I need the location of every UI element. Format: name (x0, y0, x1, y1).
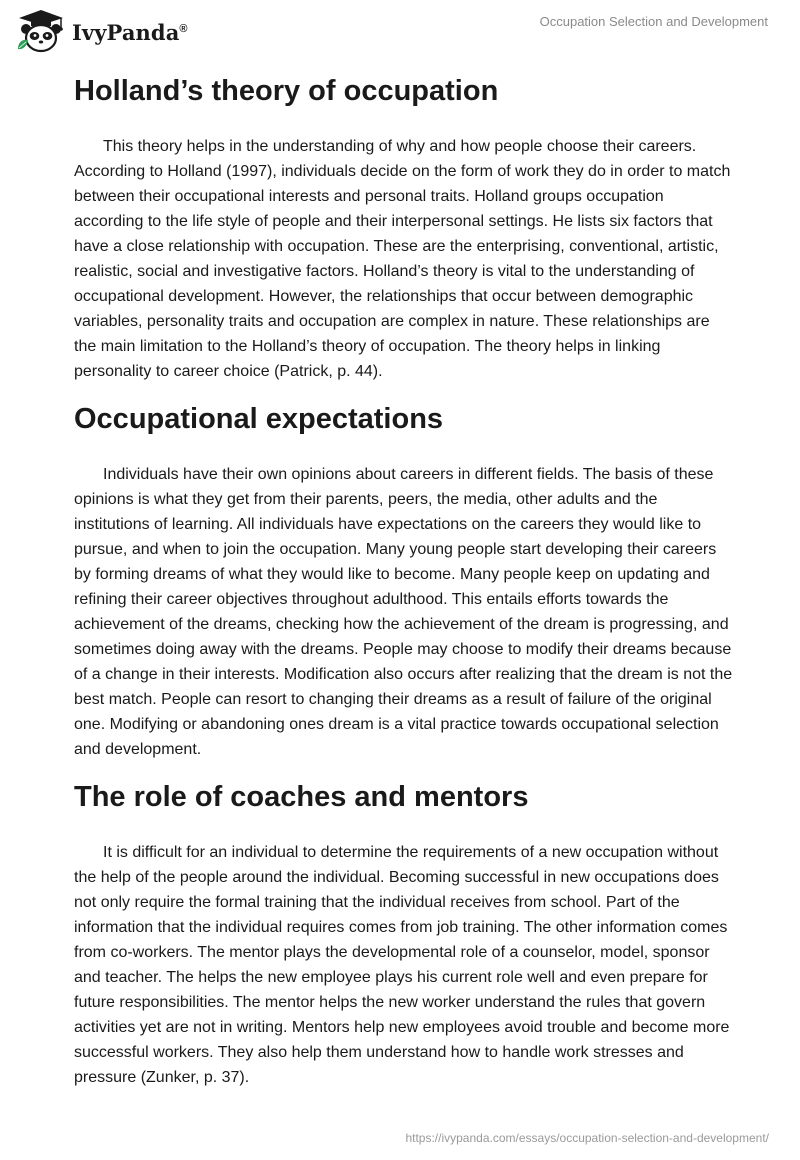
source-url-link[interactable]: https://ivypanda.com/essays/occupation-selection-and-development/ (405, 1131, 769, 1145)
logo-wordmark: IvyPanda® (72, 19, 188, 45)
section-coaches-mentors (74, 778, 734, 1090)
section-paragraph: This theory helps in the understanding of why and how people choose their careers. According to Holland (1997), individuals decide on the form of work they do in order to match between their occupational interests and personal traits. Holland groups occupation according to the life style of people and their interpersonal settings. He lists six factors that have a close relationship with occupation. These are the enterprising, conventional, artistic, realistic, social and investigative factors. Holland’s theory is vital to the understanding of occupational development. However, the relationships that occur between demographic variables, personality traits and occupation are complex in nature. These relationships are the main limitation to the Holland’s theory of occupation. The theory helps in linking personality to career choice (Patrick, p. 44). (74, 138, 731, 380)
essay-content (74, 72, 734, 1090)
section-heading: Holland’s theory of occupation (74, 75, 499, 107)
panda-graduate-icon (14, 9, 68, 53)
document-title: Occupation Selection and Development (539, 14, 768, 29)
page-header (0, 0, 800, 60)
ivypanda-logo[interactable] (14, 9, 188, 53)
section-paragraph: It is difficult for an individual to determine the requirements of a new occupation without the help of the people around the individual. Becoming successful in new occupations does not only require the formal training that the individual receives from school. Part of the information that the individual requires comes from job training. The other information comes from co-workers. The mentor plays the developmental role of a counselor, model, sponsor and teacher. The helps the new employee plays his current role well and even prepare for future responsibilities. The mentor helps the new worker understand the rules that govern activities yet are not in writing. Mentors help new employees avoid trouble and become more successful workers. They also help them understand how to handle work stresses and pressure (Zunker, p. 37). (74, 844, 730, 1086)
section-occupational-expectations (74, 400, 734, 762)
section-heading: The role of coaches and mentors (74, 781, 529, 813)
section-paragraph: Individuals have their own opinions about careers in different fields. The basis of these opinions is what they get from their parents, peers, the media, other adults and the institutions of learning. All individuals have expectations on the careers they would like to pursue, and when to join the occupation. Many young people start developing their careers by forming dreams of what they would like to become. Many people keep on updating and refining their career objectives throughout adulthood. This entails efforts towards the achievement of the dreams, checking how the achievement of the dream is progressing, and sometimes doing away with the dreams. People may choose to modify their dreams because of a change in their interests. Modification also occurs after realizing that the dream is not the best match. People can resort to changing their dreams as a result of failure of the original one. Modifying or abandoning ones dream is a vital practice towards occupational selection and development. (74, 466, 733, 758)
section-heading: Occupational expectations (74, 403, 444, 435)
section-hollands-theory (74, 72, 734, 384)
